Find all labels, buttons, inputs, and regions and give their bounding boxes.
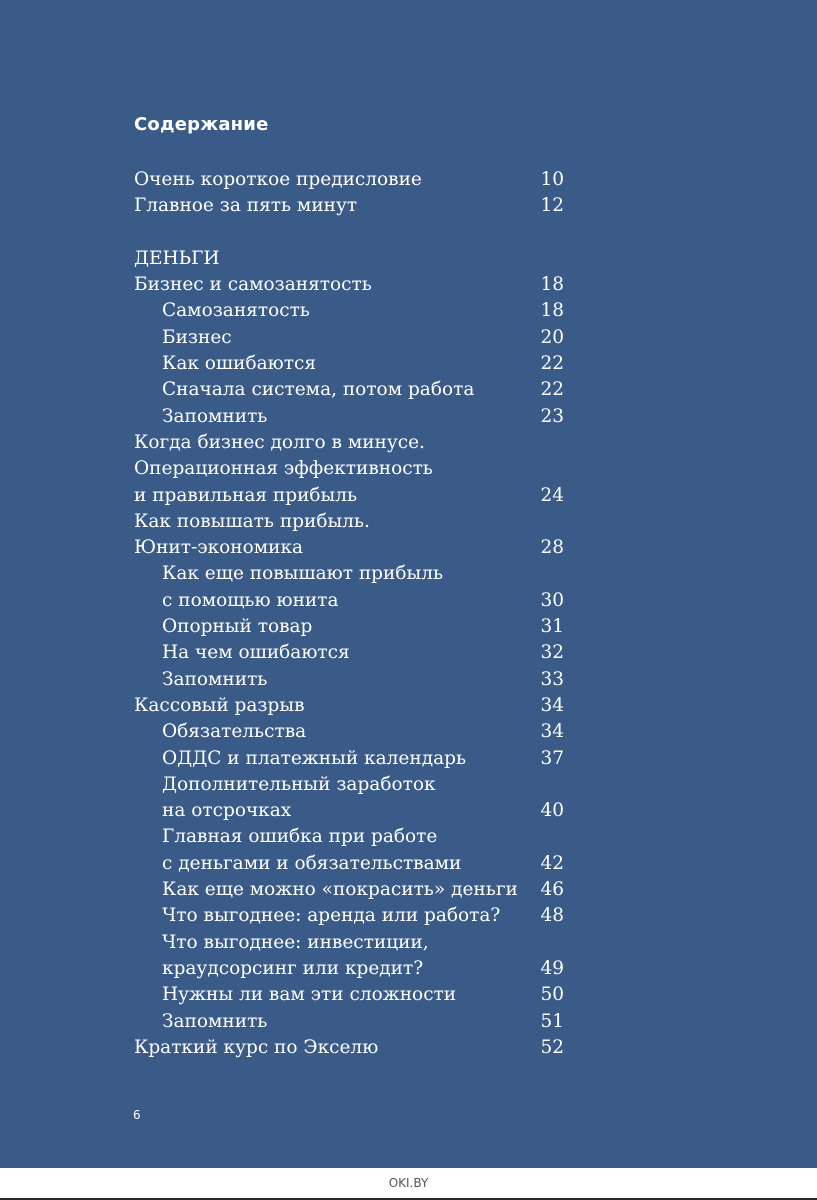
toc-entry bbox=[134, 246, 564, 272]
toc-entry-title: Нужны ли вам эти сложности bbox=[162, 984, 457, 1006]
toc-entry bbox=[134, 719, 564, 745]
toc-entry-page: 10 bbox=[540, 169, 564, 190]
toc-entry bbox=[134, 1035, 564, 1061]
toc-entry-page: 28 bbox=[540, 537, 564, 559]
toc-entry-page: 51 bbox=[540, 1010, 564, 1032]
toc-entry bbox=[134, 325, 564, 351]
toc-entry bbox=[134, 851, 564, 877]
toc-entry bbox=[134, 798, 564, 824]
page-number: 6 bbox=[133, 1108, 141, 1122]
toc-entry-title: Запомнить bbox=[162, 668, 268, 690]
toc-entry bbox=[134, 746, 564, 772]
toc-entry-title: Когда бизнес долго в минусе. bbox=[134, 431, 425, 453]
toc-entry-page: 37 bbox=[540, 747, 564, 769]
toc-entry-title: Самозанятость bbox=[162, 300, 310, 322]
toc-entry-page: 34 bbox=[540, 694, 564, 716]
toc-entry-title: На чем ошибаются bbox=[162, 642, 350, 664]
toc-entry-title: ОДДС и платежный календарь bbox=[162, 747, 467, 769]
toc-entry-title: Как повышать прибыль. bbox=[134, 510, 370, 532]
toc-entry-title: с деньгами и обязательствами bbox=[162, 852, 462, 874]
toc-heading: Содержание bbox=[134, 114, 269, 135]
toc-entry bbox=[134, 193, 564, 219]
toc-entry-title: Бизнес bbox=[162, 326, 232, 348]
toc-entry bbox=[134, 877, 564, 903]
toc-entry-title: Юнит-экономика bbox=[134, 537, 304, 559]
toc-entry-page: 20 bbox=[540, 326, 564, 348]
toc-entry-title: ДЕНЬГИ bbox=[134, 247, 220, 269]
toc-entry-page: 18 bbox=[540, 300, 564, 322]
toc-entry bbox=[134, 930, 564, 956]
toc-entry-title: Главная ошибка при работе bbox=[162, 826, 438, 848]
site-label: OKI.BY bbox=[388, 1176, 429, 1190]
toc-entry-title: Что выгоднее: аренда или работа? bbox=[162, 905, 501, 927]
toc-entry bbox=[134, 298, 564, 324]
toc-entry-title: Запомнить bbox=[162, 405, 268, 427]
toc-entry bbox=[134, 404, 564, 430]
toc-entry bbox=[134, 667, 564, 693]
toc-entry bbox=[134, 167, 564, 193]
footer-bar bbox=[0, 1168, 817, 1200]
toc-entry-page: 31 bbox=[540, 616, 564, 638]
toc-entry bbox=[134, 535, 564, 561]
toc-entry-title: Обязательства bbox=[162, 721, 307, 743]
toc-entry-page: 50 bbox=[540, 984, 564, 1006]
toc-entry-title: Очень короткое предисловие bbox=[134, 169, 422, 190]
toc-entry-page: 33 bbox=[540, 668, 564, 690]
toc-entry bbox=[134, 509, 564, 535]
toc-entry-page: 32 bbox=[540, 642, 564, 664]
toc-entry bbox=[134, 351, 564, 377]
toc-entry bbox=[134, 561, 564, 587]
toc-entry-title: Запомнить bbox=[162, 1010, 268, 1032]
toc-entry-page: 12 bbox=[540, 195, 564, 217]
toc-entry bbox=[134, 772, 564, 798]
toc-entry bbox=[134, 614, 564, 640]
toc-entry bbox=[134, 640, 564, 666]
toc-entry bbox=[134, 903, 564, 929]
toc-entry-title: Опорный товар bbox=[162, 616, 313, 638]
toc-entry bbox=[134, 377, 564, 403]
toc-entry-page: 24 bbox=[540, 484, 564, 506]
toc-entry-page: 22 bbox=[540, 379, 564, 401]
toc-entry bbox=[134, 483, 564, 509]
toc-entry-title: с помощью юнита bbox=[162, 589, 339, 611]
toc-entry-title: Дополнительный заработок bbox=[162, 773, 436, 795]
toc-entry bbox=[134, 982, 564, 1008]
toc-entry bbox=[134, 272, 564, 298]
toc-entry bbox=[134, 693, 564, 719]
toc-entry bbox=[134, 456, 564, 482]
toc-entry-title: Как еще можно «покрасить» деньги bbox=[162, 879, 518, 901]
toc-entry bbox=[134, 430, 564, 456]
toc-entry bbox=[134, 1009, 564, 1035]
toc-entry-title: Главное за пять минут bbox=[134, 195, 358, 217]
toc-entry-title: Краткий курс по Экселю bbox=[134, 1036, 379, 1058]
toc-entry-title: Кассовый разрыв bbox=[134, 694, 305, 716]
toc-entry-page: 46 bbox=[540, 879, 564, 901]
toc-entry-page: 49 bbox=[540, 957, 564, 979]
toc-entry-page: 34 bbox=[540, 721, 564, 743]
toc-entry bbox=[134, 956, 564, 982]
table-of-contents bbox=[134, 167, 564, 1061]
toc-entry bbox=[134, 588, 564, 614]
toc-entry-title: Как ошибаются bbox=[162, 353, 316, 375]
toc-entry-title: Что выгоднее: инвестиции, bbox=[162, 931, 429, 953]
toc-entry-page: 52 bbox=[540, 1036, 564, 1058]
toc-entry-page: 18 bbox=[540, 274, 564, 296]
toc-entry-page: 30 bbox=[540, 589, 564, 611]
toc-entry-title: Как еще повышают прибыль bbox=[162, 563, 444, 585]
toc-entry-page: 40 bbox=[540, 800, 564, 822]
toc-entry-page: 23 bbox=[540, 405, 564, 427]
toc-entry-page: 48 bbox=[540, 905, 564, 927]
toc-entry-title: Операционная эффективность bbox=[134, 458, 433, 480]
toc-entry-title: Сначала система, потом работа bbox=[162, 379, 475, 401]
toc-spacer bbox=[134, 220, 564, 246]
toc-entry-title: на отсрочках bbox=[162, 800, 292, 822]
toc-entry bbox=[134, 824, 564, 850]
toc-entry-page: 22 bbox=[540, 353, 564, 375]
toc-entry-title: краудсорсинг или кредит? bbox=[162, 957, 424, 979]
toc-entry-page: 42 bbox=[540, 852, 564, 874]
toc-entry-title: Бизнес и самозанятость bbox=[134, 274, 372, 296]
toc-entry-title: и правильная прибыль bbox=[134, 484, 358, 506]
